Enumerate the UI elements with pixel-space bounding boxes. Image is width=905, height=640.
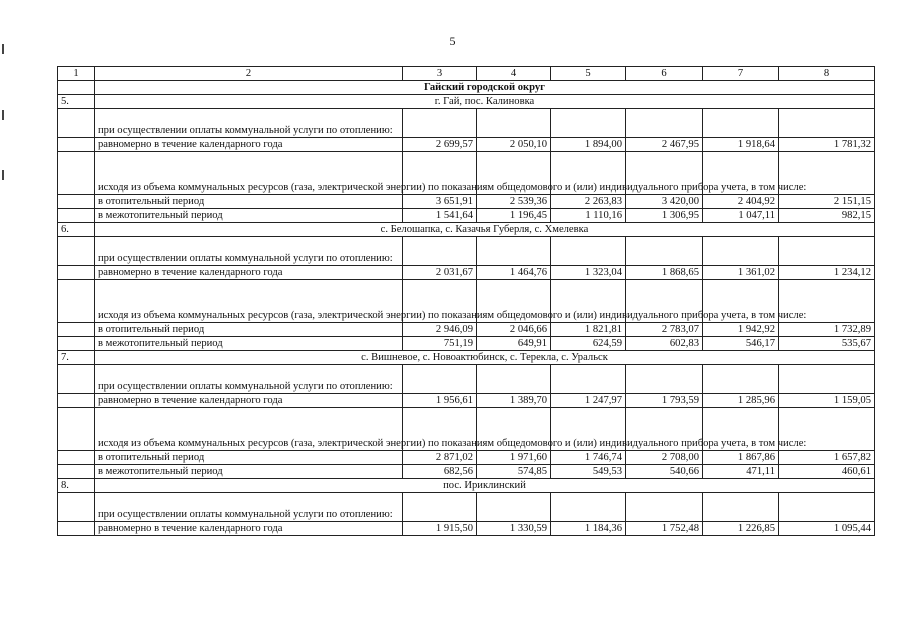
value-cell: 540,66	[626, 465, 703, 479]
section-row	[58, 95, 875, 109]
value-cell: 2 783,07	[626, 323, 703, 337]
value-cell: 682,56	[403, 465, 477, 479]
empty-cell	[703, 493, 779, 522]
header-cell: 3	[403, 67, 477, 81]
section-title: г. Гай, пос. Калиновка	[95, 95, 875, 109]
margin-mark	[2, 110, 4, 120]
empty-cell	[58, 280, 95, 323]
value-cell: 624,59	[551, 337, 626, 351]
value-cell: 460,61	[779, 465, 875, 479]
row-label: в отопительный период	[95, 451, 403, 465]
value-cell: 1 942,92	[703, 323, 779, 337]
region-title-row	[58, 81, 875, 95]
section-title: пос. Ириклинский	[95, 479, 875, 493]
empty-cell	[626, 109, 703, 138]
value-cell: 2 539,36	[477, 195, 551, 209]
empty-cell	[58, 237, 95, 266]
value-cell: 3 651,91	[403, 195, 477, 209]
value-cell: 1 746,74	[551, 451, 626, 465]
empty-cell	[779, 493, 875, 522]
value-cell: 1 793,59	[626, 394, 703, 408]
empty-cell	[58, 138, 95, 152]
value-cell: 1 330,59	[477, 522, 551, 536]
row-label: равномерно в течение календарного года	[95, 138, 403, 152]
section-title: с. Белошапка, с. Казачья Губерля, с. Хмелевка	[95, 223, 875, 237]
value-cell: 1 657,82	[779, 451, 875, 465]
data-row	[58, 337, 875, 351]
row-label: равномерно в течение календарного года	[95, 266, 403, 280]
value-cell: 2 046,66	[477, 323, 551, 337]
value-cell: 2 050,10	[477, 138, 551, 152]
value-cell: 1 389,70	[477, 394, 551, 408]
empty-cell	[58, 394, 95, 408]
value-cell: 1 821,81	[551, 323, 626, 337]
value-cell: 1 894,00	[551, 138, 626, 152]
value-cell: 1 915,50	[403, 522, 477, 536]
intro-row	[58, 493, 875, 522]
empty-cell	[779, 365, 875, 394]
value-cell: 602,83	[626, 337, 703, 351]
empty-cell	[477, 365, 551, 394]
value-cell: 1 867,86	[703, 451, 779, 465]
value-cell: 2 151,15	[779, 195, 875, 209]
intro-row	[58, 280, 875, 323]
value-cell: 649,91	[477, 337, 551, 351]
value-cell: 471,11	[703, 465, 779, 479]
intro-row	[58, 109, 875, 138]
data-row	[58, 323, 875, 337]
row-label: при осуществлении оплаты коммунальной услуги по отоплению:	[95, 365, 403, 394]
row-label: в межотопительный период	[95, 465, 403, 479]
value-cell: 2 871,02	[403, 451, 477, 465]
empty-cell	[626, 237, 703, 266]
value-cell: 1 095,44	[779, 522, 875, 536]
section-number: 6.	[58, 223, 95, 237]
margin-mark	[2, 170, 4, 180]
header-cell: 1	[58, 67, 95, 81]
empty-cell	[703, 237, 779, 266]
header-cell: 8	[779, 67, 875, 81]
data-row	[58, 195, 875, 209]
row-label: равномерно в течение календарного года	[95, 394, 403, 408]
row-label: равномерно в течение календарного года	[95, 522, 403, 536]
value-cell: 549,53	[551, 465, 626, 479]
empty-cell	[703, 109, 779, 138]
empty-cell	[551, 493, 626, 522]
value-cell: 1 196,45	[477, 209, 551, 223]
empty-cell	[403, 493, 477, 522]
empty-cell	[58, 408, 95, 451]
data-row	[58, 451, 875, 465]
value-cell: 1 868,65	[626, 266, 703, 280]
empty-cell	[58, 81, 95, 95]
value-cell: 2 946,09	[403, 323, 477, 337]
intro-row	[58, 408, 875, 451]
value-cell: 1 184,36	[551, 522, 626, 536]
empty-cell	[58, 451, 95, 465]
intro-row	[58, 152, 875, 195]
value-cell: 2 708,00	[626, 451, 703, 465]
region-title: Гайский городской округ	[95, 81, 875, 95]
row-label: при осуществлении оплаты коммунальной услуги по отоплению:	[95, 493, 403, 522]
header-cell: 7	[703, 67, 779, 81]
value-cell: 1 464,76	[477, 266, 551, 280]
section-row	[58, 223, 875, 237]
row-label: исходя из объема коммунальных ресурсов (газа, электрической энергии) по показаниям общедомового и (или) индивидуального прибора учета, в том числе:	[95, 152, 403, 195]
value-cell: 574,85	[477, 465, 551, 479]
value-cell: 1 361,02	[703, 266, 779, 280]
data-row	[58, 465, 875, 479]
data-row	[58, 394, 875, 408]
row-label: в межотопительный период	[95, 337, 403, 351]
value-cell: 2 031,67	[403, 266, 477, 280]
empty-cell	[626, 493, 703, 522]
value-cell: 1 781,32	[779, 138, 875, 152]
empty-cell	[58, 266, 95, 280]
value-cell: 1 110,16	[551, 209, 626, 223]
empty-cell	[58, 152, 95, 195]
header-cell: 2	[95, 67, 403, 81]
row-label: в отопительный период	[95, 323, 403, 337]
empty-cell	[626, 365, 703, 394]
header-cell: 6	[626, 67, 703, 81]
section-number: 7.	[58, 351, 95, 365]
row-label: в межотопительный период	[95, 209, 403, 223]
section-row	[58, 351, 875, 365]
empty-cell	[58, 337, 95, 351]
header-cell: 5	[551, 67, 626, 81]
empty-cell	[58, 522, 95, 536]
value-cell: 1 285,96	[703, 394, 779, 408]
empty-cell	[551, 109, 626, 138]
value-cell: 2 699,57	[403, 138, 477, 152]
row-label: при осуществлении оплаты коммунальной услуги по отоплению:	[95, 237, 403, 266]
empty-cell	[58, 465, 95, 479]
data-row	[58, 266, 875, 280]
header-row	[58, 67, 875, 81]
data-row	[58, 209, 875, 223]
value-cell: 1 247,97	[551, 394, 626, 408]
empty-cell	[58, 365, 95, 394]
value-cell: 1 971,60	[477, 451, 551, 465]
empty-cell	[58, 109, 95, 138]
empty-cell	[58, 323, 95, 337]
row-label: при осуществлении оплаты коммунальной услуги по отоплению:	[95, 109, 403, 138]
value-cell: 1 306,95	[626, 209, 703, 223]
page-number: 5	[449, 34, 456, 48]
value-cell: 1 234,12	[779, 266, 875, 280]
section-title: с. Вишневое, с. Новоактюбинск, с. Терекла, с. Уральск	[95, 351, 875, 365]
empty-cell	[551, 237, 626, 266]
value-cell: 1 752,48	[626, 522, 703, 536]
empty-cell	[779, 109, 875, 138]
data-row	[58, 522, 875, 536]
intro-row	[58, 237, 875, 266]
empty-cell	[403, 109, 477, 138]
margin-mark	[2, 44, 4, 54]
value-cell: 546,17	[703, 337, 779, 351]
empty-cell	[477, 237, 551, 266]
empty-cell	[703, 365, 779, 394]
value-cell: 982,15	[779, 209, 875, 223]
header-cell: 4	[477, 67, 551, 81]
value-cell: 2 467,95	[626, 138, 703, 152]
value-cell: 1 159,05	[779, 394, 875, 408]
value-cell: 2 404,92	[703, 195, 779, 209]
empty-cell	[477, 493, 551, 522]
tariff-table	[57, 66, 875, 536]
value-cell: 1 047,11	[703, 209, 779, 223]
value-cell: 1 918,64	[703, 138, 779, 152]
value-cell: 1 323,04	[551, 266, 626, 280]
value-cell: 1 541,64	[403, 209, 477, 223]
empty-cell	[403, 365, 477, 394]
value-cell: 3 420,00	[626, 195, 703, 209]
empty-cell	[551, 365, 626, 394]
section-number: 5.	[58, 95, 95, 109]
section-row	[58, 479, 875, 493]
empty-cell	[403, 237, 477, 266]
row-label: в отопительный период	[95, 195, 403, 209]
row-label: исходя из объема коммунальных ресурсов (газа, электрической энергии) по показаниям общедомового и (или) индивидуального прибора учета, в том числе:	[95, 408, 403, 451]
empty-cell	[779, 237, 875, 266]
value-cell: 751,19	[403, 337, 477, 351]
data-row	[58, 138, 875, 152]
value-cell: 1 226,85	[703, 522, 779, 536]
value-cell: 535,67	[779, 337, 875, 351]
empty-cell	[58, 493, 95, 522]
value-cell: 1 956,61	[403, 394, 477, 408]
empty-cell	[58, 209, 95, 223]
intro-row	[58, 365, 875, 394]
value-cell: 2 263,83	[551, 195, 626, 209]
empty-cell	[477, 109, 551, 138]
empty-cell	[58, 195, 95, 209]
section-number: 8.	[58, 479, 95, 493]
row-label: исходя из объема коммунальных ресурсов (газа, электрической энергии) по показаниям общедомового и (или) индивидуального прибора учета, в том числе:	[95, 280, 403, 323]
value-cell: 1 732,89	[779, 323, 875, 337]
